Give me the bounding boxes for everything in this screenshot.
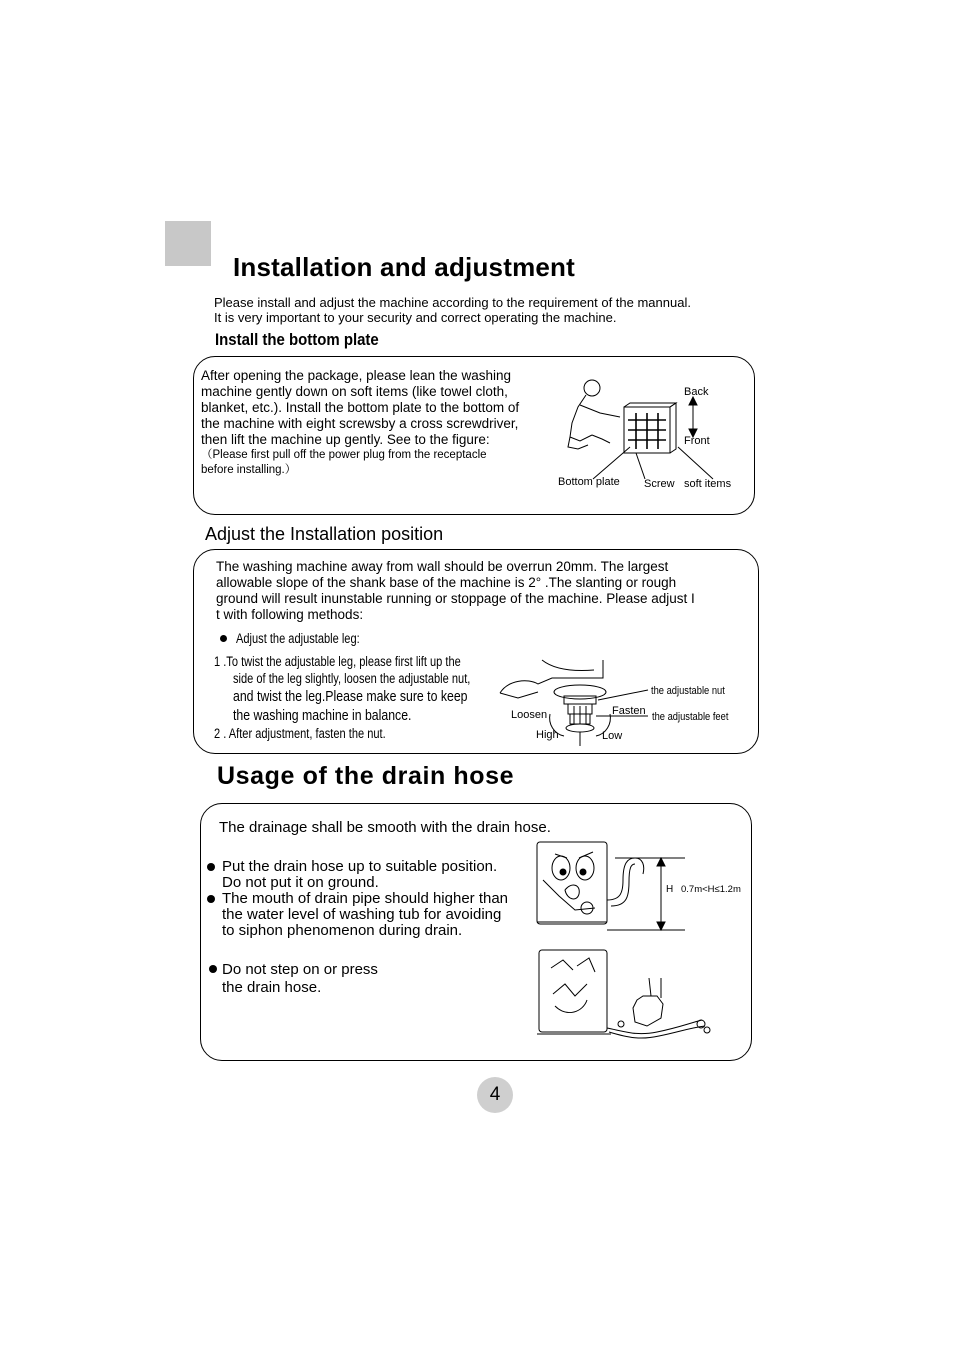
bottom-plate-heading: Install the bottom plate [215,330,379,349]
adjust-bullet: Adjust the adjustable leg: [236,631,360,646]
page-number: 4 [477,1077,513,1113]
label-bottom-plate: Bottom plate [558,476,620,488]
text-line: Do not put it on ground. [222,874,379,891]
note-line: before installing.） [201,464,297,476]
label-adjustable-nut: the adjustable nut [651,685,725,697]
adjust-step-1d: the washing machine in balance. [233,707,412,724]
label-loosen: Loosen [511,709,548,721]
text-line: the drain hose. [222,979,322,996]
text-line: The washing machine away from wall should be overrun 20mm. The largest [216,559,669,574]
text-line: After opening the package, please lean the washing [201,368,511,383]
label-soft-items: soft items [684,478,732,490]
label-high: High [536,729,559,741]
text-line: Do not step on or press [222,961,378,978]
adjust-step-1a: 1 .To twist the adjustable leg, please first lift up the [214,654,461,669]
bullet-dot [207,863,215,871]
label-adjustable-feet: the adjustable feet [652,711,729,723]
drain-bullet-2 [222,891,508,939]
text-line: the water level of washing tub for avoiding [222,906,502,923]
text-line: then lift the machine up gently. See to the figure: [201,432,490,447]
adjust-step-1c: and twist the leg.Please make sure to keep [233,688,468,705]
text-line: to siphon phenomenon during drain. [222,922,463,939]
adjust-text [216,559,746,623]
intro-line-1: Please install and adjust the machine according to the requirement of the mannual. [214,295,691,310]
bullet-dot [209,965,217,973]
text-line: blanket, etc.). Install the bottom plate to the bottom of [201,400,520,415]
adjust-step-2: 2 . After adjustment, fasten the nut. [214,726,386,741]
drain-bullet-1 [222,859,497,891]
label-low: Low [602,730,623,742]
adjustable-leg-illustration [498,658,648,748]
adjust-heading: Adjust the Installation position [205,524,444,544]
drain-heading: Usage of the drain hose [217,762,515,790]
label-screw: Screw [644,478,675,490]
drain-hose-stepped-illustration [537,948,717,1040]
note-line: （Please first pull off the power plug from the receptacle [201,449,487,461]
bullet-dot [207,895,215,903]
text-line: ground will result inunstable running or stoppage of the machine. Please adjust I [216,591,695,606]
height-range-label: 0.7m<H≤1.2m [681,884,741,895]
bottom-plate-note [201,448,561,478]
text-line: The mouth of drain pipe should higher than [222,890,509,907]
drain-intro: The drainage shall be smooth with the drain hose. [219,819,551,836]
label-fasten: Fasten [612,705,646,717]
label-front: Front [684,435,710,447]
section-marker [165,221,211,266]
adjust-step-1b: side of the leg slightly, loosen the adjustable nut, [233,671,471,686]
text-line: machine gently down on soft items (like towel cloth, [201,384,508,399]
text-line: t with following methods: [216,607,364,622]
bullet-dot [220,635,227,642]
page-title: Installation and adjustment [233,252,575,282]
text-line: allowable slope of the shank base of the machine is 2° .The slanting or rough [216,575,677,590]
text-line: Put the drain hose up to suitable position. [222,858,498,875]
height-label: H [666,884,674,895]
intro-line-2: It is very important to your security and correct operating the machine. [214,310,617,325]
text-line: the machine with eight screwsby a cross screwdriver, [201,416,519,431]
bottom-plate-text [201,368,561,448]
drain-bullet-3 [222,961,378,997]
label-back: Back [684,386,709,398]
